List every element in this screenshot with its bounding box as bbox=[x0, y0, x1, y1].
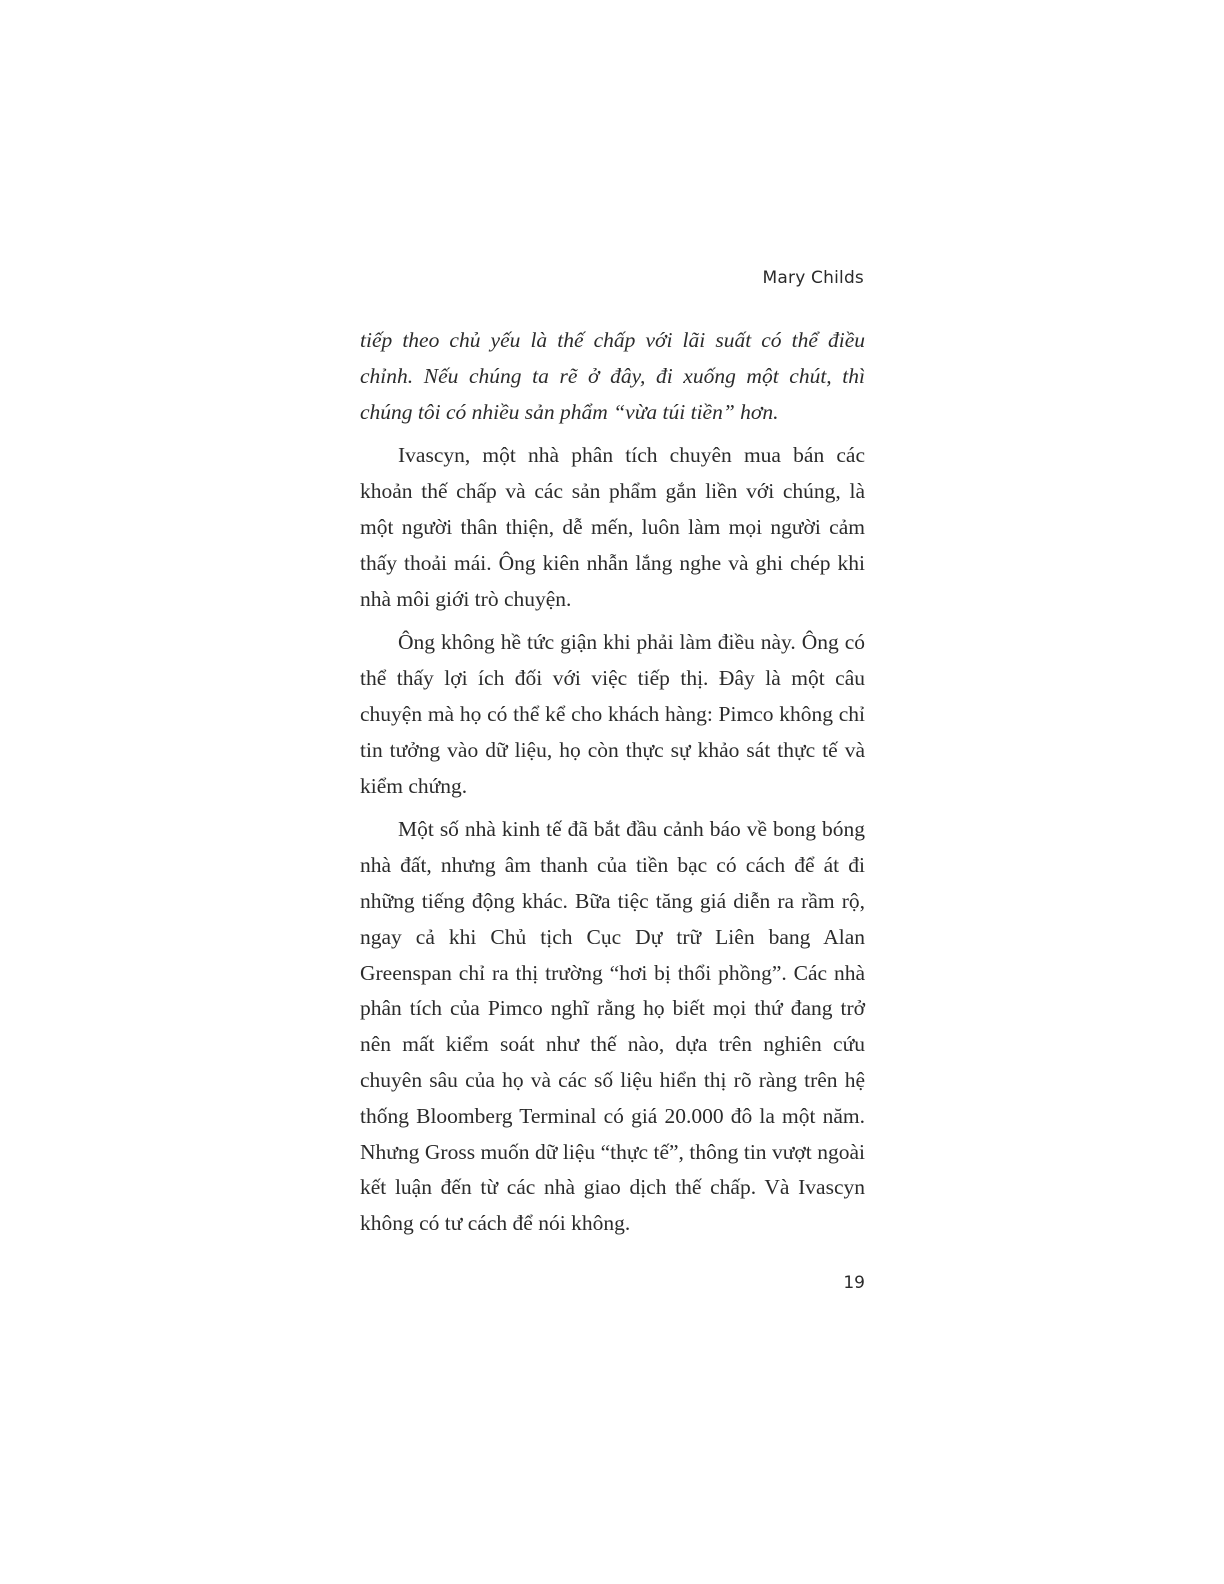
paragraph-italic-continuation: tiếp theo chủ yếu là thế chấp với lãi suất có thể điều chỉnh. Nếu chúng ta rẽ ở đây, đi xuống một chút, thì chúng tôi có nhiều sản phẩm “vừa túi tiền” hơn. bbox=[360, 328, 865, 424]
paragraph: Ivascyn, một nhà phân tích chuyên mua bán các khoản thế chấp và các sản phẩm gắn liền với chúng, là một người thân thiện, dễ mến, luôn làm mọi người cảm thấy thoải mái. Ông kiên nhẫn lắng nghe và ghi chép khi nhà môi giới trò chuyện. bbox=[360, 443, 865, 611]
page-number: 19 bbox=[843, 1273, 865, 1293]
running-head-author: Mary Childs bbox=[762, 268, 864, 288]
paragraph: Một số nhà kinh tế đã bắt đầu cảnh báo về bong bóng nhà đất, nhưng âm thanh của tiền bạc có cách để át đi những tiếng động khác. Bữa tiệc tăng giá diễn ra rầm rộ, ngay cả khi Chủ tịch Cục Dự trữ Liên bang Alan Greenspan chỉ ra thị trường “hơi bị thổi phồng”. Các nhà phân tích của Pimco nghĩ rằng họ biết mọi thứ đang trở nên mất kiểm soát như thế nào, dựa trên nghiên cứu chuyên sâu của họ và các số liệu hiển thị rõ ràng trên hệ thống Bloomberg Terminal có giá 20.000 đô la một năm. Nhưng Gross muốn dữ liệu “thực tế”, thông tin vượt ngoài kết luận đến từ các nhà giao dịch thế chấp. Và Ivascyn không có tư cách để nói không. bbox=[360, 817, 865, 1236]
paragraph: Ông không hề tức giận khi phải làm điều này. Ông có thể thấy lợi ích đối với việc tiếp thị. Đây là một câu chuyện mà họ có thể kể cho khách hàng: Pimco không chỉ tin tưởng vào dữ liệu, họ còn thực sự khảo sát thực tế và kiểm chứng. bbox=[360, 630, 865, 798]
body-text bbox=[360, 323, 865, 1250]
